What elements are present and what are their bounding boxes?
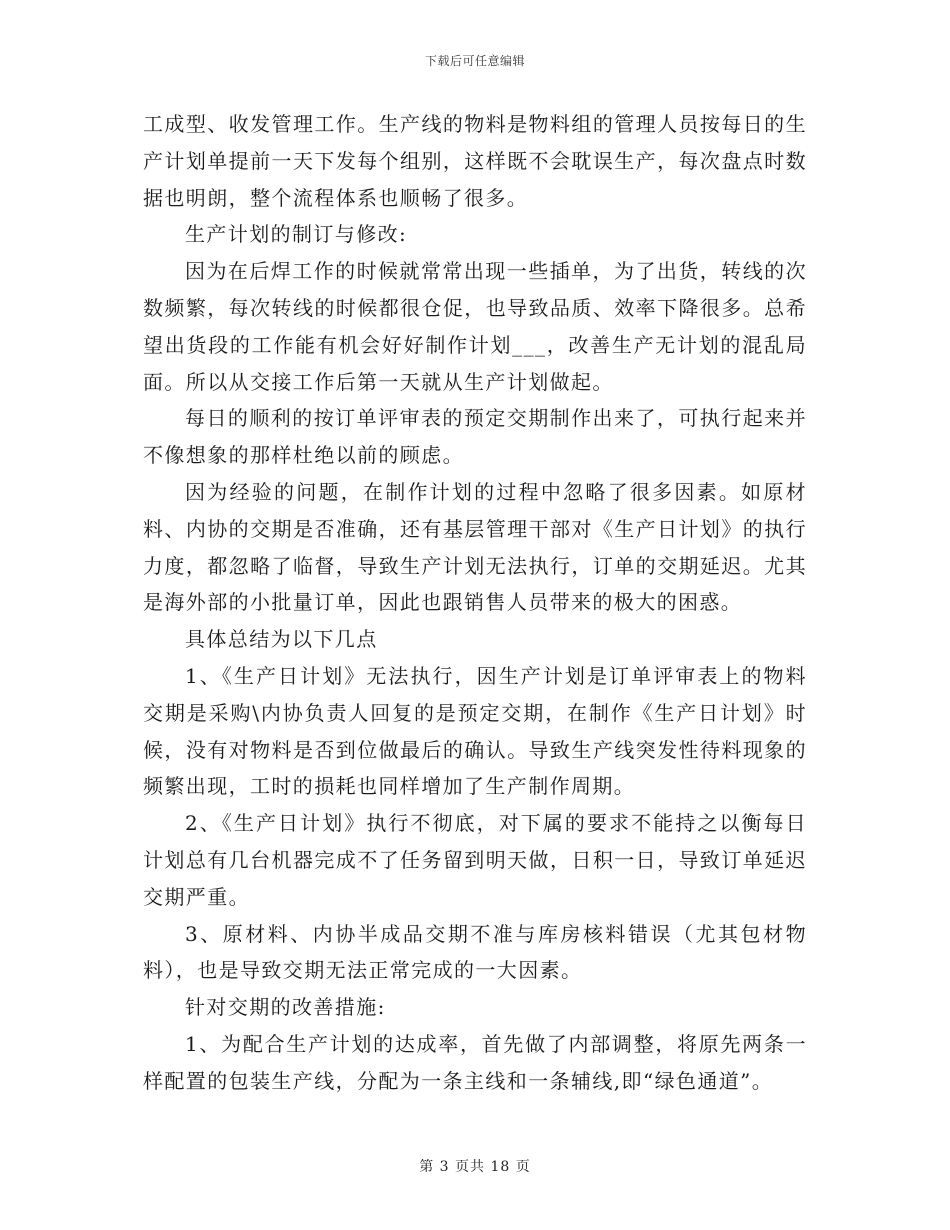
paragraph: 生产计划的制订与修改: xyxy=(185,222,408,247)
paragraph: 针对交期的改善措施: xyxy=(185,995,386,1020)
paragraph: 2、《生产日计划》执行不彻底，对下属的要求不能持之以衡每日计划总有几台机器完成不了任务留到明天做，日积一日，导致订单延迟交期严重。 xyxy=(143,811,807,909)
page-header: 下载后可任意编辑 xyxy=(424,54,525,68)
document-body xyxy=(143,106,807,1100)
paragraph: 因为在后焊工作的时候就常常出现一些插单，为了出货，转线的次数频繁，每次转线的时候都很仓促，也导致品质、效率下降很多。总希望出货段的工作能有机会好好制作计划___，改善生产无计划的混乱局面。所以从交接工作后第一天就从生产计划做起。 xyxy=(143,259,807,394)
paragraph: 具体总结为以下几点 xyxy=(185,627,378,652)
page-number: 第 3 页共 18 页 xyxy=(419,1159,531,1175)
paragraph: 每日的顺利的按订单评审表的预定交期制作出来了，可执行起来并不像想象的那样杜绝以前的顾虑。 xyxy=(143,406,807,468)
paragraph: 因为经验的问题，在制作计划的过程中忽略了很多因素。如原材料、内协的交期是否准确，还有基层管理干部对《生产日计划》的执行力度，都忽略了临督，导致生产计划无法执行，订单的交期延迟。尤其是海外部的小批量订单，因此也跟销售人员带来的极大的困惑。 xyxy=(143,479,807,615)
paragraph: 1、为配合生产计划的达成率，首先做了内部调整，将原先两条一样配置的包装生产线，分配为一条主线和一条辅线,即“绿色通道”。 xyxy=(143,1031,807,1093)
paragraph: 1、《生产日计划》无法执行，因生产计划是订单评审表上的物料交期是采购\内协负责人回复的是预定交期，在制作《生产日计划》时候，没有对物料是否到位做最后的确认。导致生产线突发性待料现象的频繁出现，工时的损耗也同样增加了生产制作周期。 xyxy=(143,663,807,799)
paragraph: 工成型、收发管理工作。生产线的物料是物料组的管理人员按每日的生产计划单提前一天下发每个组别，这样既不会耽误生产，每次盘点时数据也明朗，整个流程体系也顺畅了很多。 xyxy=(143,112,807,210)
paragraph: 3、原材料、内协半成品交期不准与库房核料错误（尤其包材物料），也是导致交期无法正常完成的一大因素。 xyxy=(143,921,807,983)
